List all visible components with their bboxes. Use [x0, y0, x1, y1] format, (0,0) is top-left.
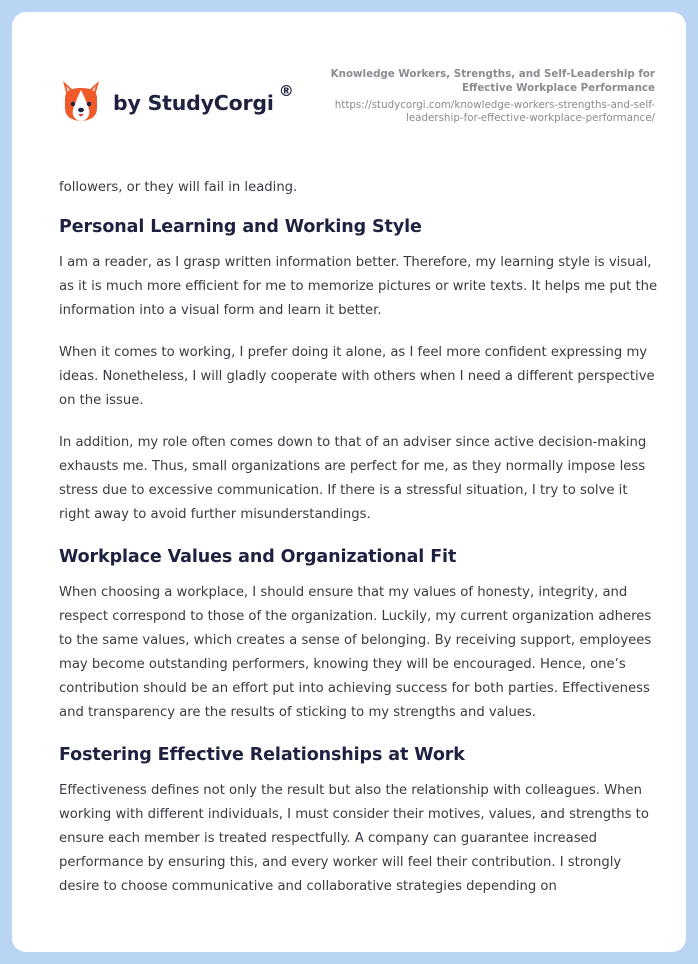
registered-mark: ® [278, 82, 294, 100]
document-url[interactable]: https://studycorgi.com/knowledge-workers-strengths-and-self-leadership-for-effective-workplace-performance/ [334, 99, 655, 124]
body-paragraph: I am a reader, as I grasp written information better. Therefore, my learning style is visual, as it is much more efficient for me to memorize pictures or write texts. It helps me put the information into a visual form and learn it better. [59, 255, 658, 318]
body-paragraph: In addition, my role often comes down to that of an adviser since active decision-making exhausts me. Thus, small organizations are perfect for me, as they normally impose less stress due to excessive communication. If there is a stressful situation, I try to solve it right away to avoid further misunderstandings. [59, 435, 647, 522]
section-heading: Workplace Values and Organizational Fit [59, 547, 457, 567]
body-paragraph: When it comes to working, I prefer doing it alone, as I feel more confident expressing my ideas. Nonetheless, I will gladly cooperate with others when I need a different perspective on the issue. [59, 345, 655, 408]
intro-paragraph: followers, or they will fail in leading. [59, 180, 298, 195]
corgi-logo-icon [60, 78, 102, 124]
document-header [12, 12, 686, 172]
section-heading: Fostering Effective Relationships at Work [59, 745, 465, 765]
body-paragraph: When choosing a workplace, I should ensure that my values of honesty, integrity, and respect correspond to those of the organization. Luckily, my current organization adheres to the same values, which creates a sense of belonging. By receiving support, employees may become outstanding performers, knowing they will be encouraged. Hence, one’s contribution should be an effort put into achieving success for both parties. Effectiveness and transparency are the results of sticking to my strengths and values. [59, 585, 652, 720]
section-heading: Personal Learning and Working Style [59, 217, 422, 237]
studycorgi-logo[interactable] [60, 76, 294, 126]
body-paragraph: Effectiveness defines not only the result but also the relationship with colleagues. When working with different individuals, I must consider their motives, values, and strengths to ensure each member is treated respectfully. A company can guarantee increased performance by ensuring this, and every worker will feel their contribution. I strongly desire to choose communicative and collaborative strategies depending on [59, 783, 649, 894]
document-title: Knowledge Workers, Strengths, and Self-Leadership for Effective Workplace Performance [330, 68, 655, 94]
document-meta [315, 67, 655, 125]
document-page [12, 12, 686, 952]
document-body [59, 176, 659, 917]
brand-name: by StudyCorgi [113, 91, 274, 115]
